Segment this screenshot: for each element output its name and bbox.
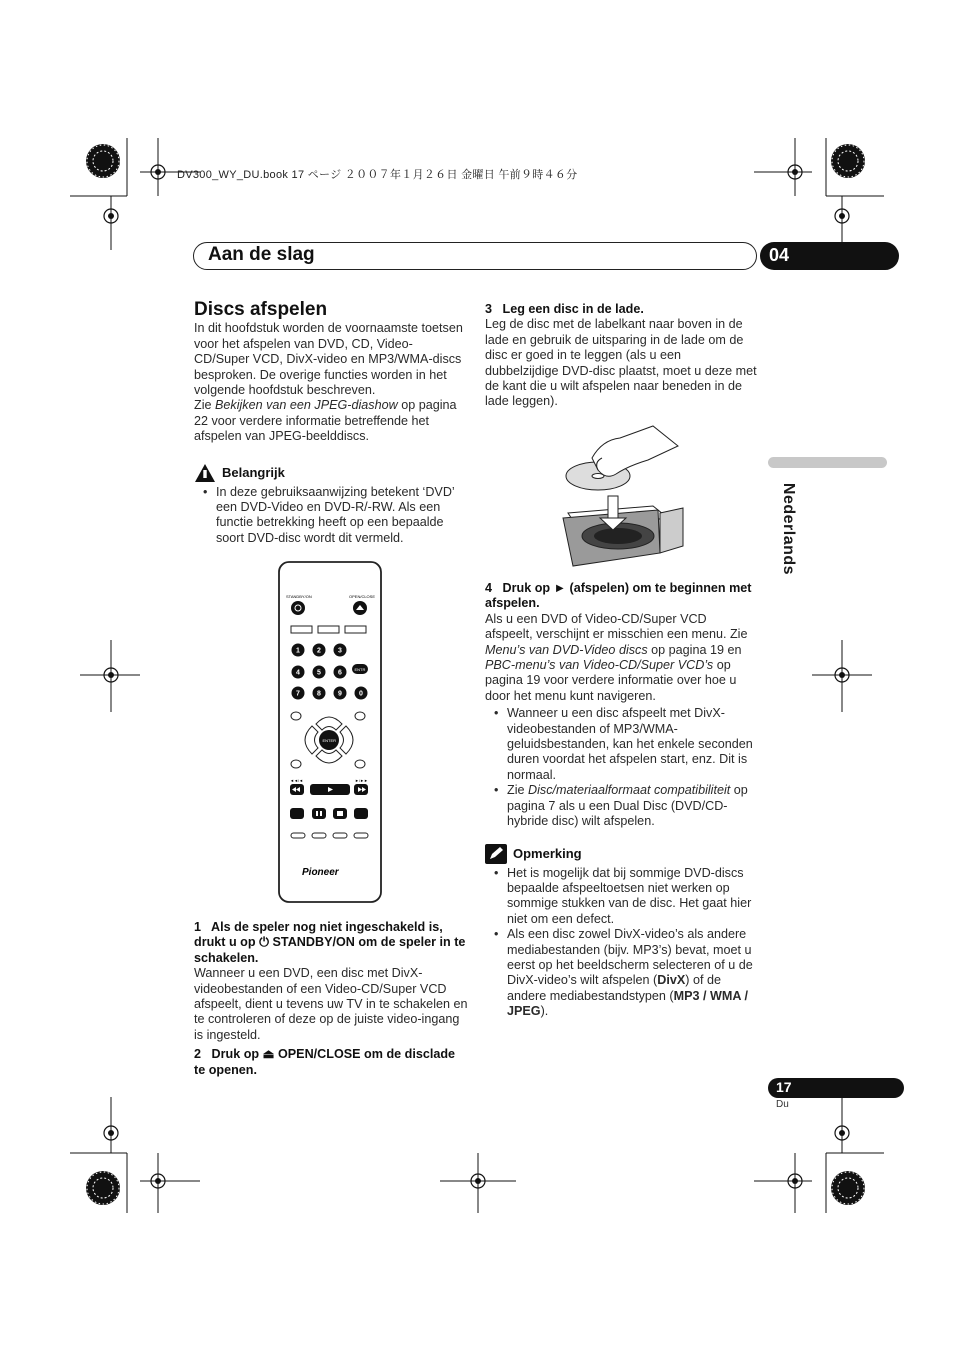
list-item: • In deze gebruiksaanwijzing betekent ‘DVD’ een DVD-Video en DVD-R/-RW. Als een functie betrekking heeft op een bepaalde soort DVD-disc wordt dit vermeld.	[194, 485, 468, 547]
page-number: 17	[776, 1079, 792, 1095]
important-title: Belangrijk	[222, 464, 285, 480]
skip-back-label: ◄◄/◄	[290, 778, 303, 783]
digit-label: 3	[338, 647, 342, 655]
page-number-tab	[768, 1078, 904, 1098]
language-tab	[768, 457, 887, 468]
right-column-bottom	[485, 581, 757, 1020]
list-item: • Als een disc zowel DivX-video’s als andere mediabestanden (bijv. MP3’s) bevat, moet u eerst op het beeldscherm selecteren of u de DivX-video’s wilt afspelen (DivX) of de andere mediabestandstypen (MP3 / WMA / JPEG).	[485, 927, 757, 1019]
disc-tray-illustration	[558, 418, 688, 570]
digit-label: 0	[359, 690, 363, 698]
pencil-note-icon	[485, 844, 507, 864]
step-4-list	[485, 706, 757, 829]
list-item: • Het is mogelijk dat bij sommige DVD-discs bepaalde afspeeltoetsen niet werken op sommige stukken van de disc. Het gaat hier niet om een defect.	[485, 866, 757, 928]
important-list	[194, 485, 468, 547]
digit-label: 5	[317, 669, 321, 677]
jpeg-reference: Zie Bekijken van een JPEG-diashow op pagina 22 voor verdere informatie betreffende het afspelen van JPEG-beelddiscs.	[194, 398, 457, 444]
left-column-bottom	[194, 920, 468, 1078]
step-3-heading: 3 Leg een disc in de lade.	[485, 302, 644, 316]
step-3-body: Leg de disc met de labelkant naar boven in de lade en gebruik de uitsparing in de lade om de disc er goed in te leggen (als u een dubbelzijdige DVD-disc plaatst, moet u deze met de kant die u wilt afspelen naar beneden in de lade leggen).	[485, 317, 757, 409]
chapter-title: Aan de slag	[208, 244, 315, 265]
digit-label: 9	[338, 690, 342, 698]
step-1-body: Wanneer u een DVD, een disc met DivX-videobestanden of een Video-CD/Super VCD afspeelt, dient u tevens uw TV in te schakelen en te controleren of deze op de juiste video-ingang is ingesteld.	[194, 966, 468, 1042]
entr-label: ENTR	[354, 667, 366, 672]
step-1-heading: 1 Als de speler nog niet ingeschakeld is, drukt u op ⏻ STANDBY/ON om de speler in te schakelen.	[194, 920, 466, 965]
important-callout	[194, 463, 468, 483]
brand-logo: Pioneer	[302, 867, 339, 878]
note-title: Opmerking	[513, 845, 582, 861]
digit-label: 8	[317, 690, 321, 698]
print-header: DV300_WY_DU.book 17 ページ ２００７年１月２６日 金曜日 午前９時４６分	[177, 169, 578, 181]
standby-button	[291, 601, 305, 615]
chapter-number: 04	[769, 245, 790, 265]
language-label: Nederlands	[780, 482, 798, 576]
right-column-top	[485, 302, 757, 410]
digit-label: 7	[296, 690, 300, 698]
chapter-number-tab	[760, 242, 899, 270]
page-language: Du	[776, 1099, 789, 1110]
skip-fwd-label: ►/►►	[355, 778, 368, 783]
list-item: • Zie Disc/materiaalformaat compatibiliteit op pagina 7 als u een Dual Disc (DVD/CD-hybride disc) wilt afspelen.	[485, 783, 757, 829]
list-item: • Wanneer u een disc afspeelt met DivX-videobestanden of MP3/WMA-geluidsbestanden, kan het enkele seconden duren voordat het afspelen start, enz. Dit is normaal.	[485, 706, 757, 783]
open-close-label: OPEN/CLOSE	[349, 594, 376, 599]
step-4-heading: 4 Druk op ► (afspelen) om te beginnen met afspelen.	[485, 581, 752, 611]
note-callout	[485, 844, 757, 864]
standby-label: STANDBY/ON	[286, 594, 312, 599]
remote-control-illustration	[276, 560, 384, 905]
step-2-heading: 2 Druk op ⏏ OPEN/CLOSE om de disclade te openen.	[194, 1047, 456, 1077]
eject-icon: ⏏	[262, 1047, 275, 1062]
digit-label: 2	[317, 647, 321, 655]
section-heading: Discs afspelen	[194, 299, 328, 320]
digit-label: 6	[338, 669, 342, 677]
intro-paragraph: In dit hoofdstuk worden de voornaamste toetsen voor het afspelen van DVD, CD, Video-CD/Super VCD, DivX-video en MP3/WMA-discs besproken. De overige functies worden in het volgende hoofdstuk beschreven.	[194, 321, 463, 398]
power-icon: ⏻	[259, 935, 270, 950]
enter-label: ENTER	[322, 738, 337, 743]
note-list	[485, 866, 757, 1020]
warning-hand-icon	[194, 463, 216, 483]
digit-label: 4	[296, 669, 300, 677]
left-column-top	[194, 299, 468, 546]
digit-label: 1	[296, 647, 300, 655]
step-4-body: Als u een DVD of Video-CD/Super VCD afspeelt, verschijnt er misschien een menu. Zie Menu’s van DVD-Video discs op pagina 19 en PBC-menu’s van Video-CD/Super VCD’s op pagina 19 voor verdere informatie over hoe u door het menu kunt navigeren.	[485, 611, 748, 703]
